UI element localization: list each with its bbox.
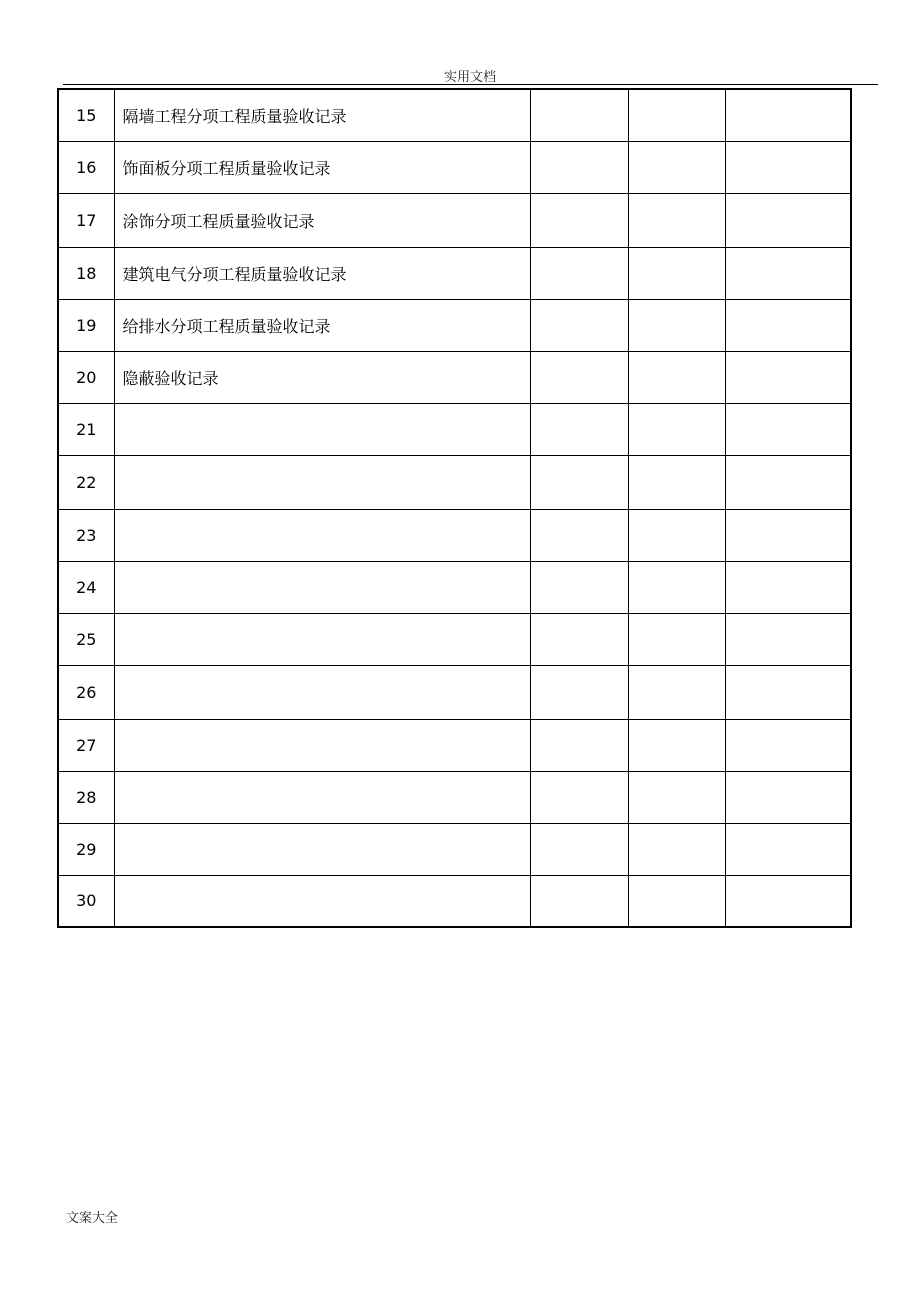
table-row <box>58 509 851 561</box>
blank-cell <box>530 613 628 665</box>
table-row <box>58 403 851 455</box>
record-name: 隐蔽验收记录 <box>114 351 530 403</box>
record-name: 涂饰分项工程质量验收记录 <box>114 193 530 247</box>
blank-cell <box>628 613 725 665</box>
blank-cell <box>530 455 628 509</box>
blank-cell <box>530 403 628 455</box>
blank-cell <box>530 351 628 403</box>
blank-cell <box>725 351 851 403</box>
blank-cell <box>628 665 725 719</box>
row-number: 20 <box>58 351 114 403</box>
blank-cell <box>530 509 628 561</box>
blank-cell <box>530 247 628 299</box>
table-row <box>58 613 851 665</box>
blank-cell <box>530 193 628 247</box>
table-row <box>58 719 851 771</box>
blank-cell <box>628 403 725 455</box>
record-name <box>114 719 530 771</box>
blank-cell <box>725 193 851 247</box>
row-number: 23 <box>58 509 114 561</box>
row-number: 29 <box>58 823 114 875</box>
row-number: 21 <box>58 403 114 455</box>
blank-cell <box>725 455 851 509</box>
table-row <box>58 823 851 875</box>
blank-cell <box>628 719 725 771</box>
records-table <box>57 88 852 928</box>
row-number: 28 <box>58 771 114 823</box>
row-number: 18 <box>58 247 114 299</box>
record-name: 给排水分项工程质量验收记录 <box>114 299 530 351</box>
record-name <box>114 875 530 927</box>
blank-cell <box>725 771 851 823</box>
page-header: 实用文档 <box>443 70 496 85</box>
blank-cell <box>725 613 851 665</box>
blank-cell <box>628 141 725 193</box>
record-name <box>114 561 530 613</box>
row-number: 22 <box>58 455 114 509</box>
row-number: 24 <box>58 561 114 613</box>
row-number: 27 <box>58 719 114 771</box>
blank-cell <box>530 665 628 719</box>
table-row <box>58 875 851 927</box>
blank-cell <box>530 719 628 771</box>
blank-cell <box>530 89 628 141</box>
table-row <box>58 141 851 193</box>
row-number: 16 <box>58 141 114 193</box>
row-number: 19 <box>58 299 114 351</box>
blank-cell <box>628 247 725 299</box>
table-row <box>58 193 851 247</box>
blank-cell <box>725 509 851 561</box>
blank-cell <box>628 193 725 247</box>
row-number: 15 <box>58 89 114 141</box>
blank-cell <box>725 299 851 351</box>
blank-cell <box>725 403 851 455</box>
blank-cell <box>628 823 725 875</box>
blank-cell <box>628 561 725 613</box>
record-name: 隔墙工程分项工程质量验收记录 <box>114 89 530 141</box>
blank-cell <box>628 299 725 351</box>
blank-cell <box>725 89 851 141</box>
blank-cell <box>725 665 851 719</box>
row-number: 26 <box>58 665 114 719</box>
table-row <box>58 665 851 719</box>
table-row <box>58 455 851 509</box>
blank-cell <box>725 719 851 771</box>
blank-cell <box>725 141 851 193</box>
record-name: 建筑电气分项工程质量验收记录 <box>114 247 530 299</box>
blank-cell <box>725 875 851 927</box>
table-row <box>58 351 851 403</box>
row-number: 30 <box>58 875 114 927</box>
blank-cell <box>725 561 851 613</box>
table-row <box>58 299 851 351</box>
blank-cell <box>628 89 725 141</box>
table-row <box>58 771 851 823</box>
record-name <box>114 771 530 823</box>
blank-cell <box>530 875 628 927</box>
blank-cell <box>628 875 725 927</box>
blank-cell <box>530 299 628 351</box>
blank-cell <box>628 771 725 823</box>
table-row <box>58 561 851 613</box>
blank-cell <box>530 771 628 823</box>
header-rule <box>63 84 878 85</box>
blank-cell <box>725 247 851 299</box>
row-number: 17 <box>58 193 114 247</box>
record-name <box>114 455 530 509</box>
record-name <box>114 823 530 875</box>
record-name <box>114 613 530 665</box>
record-name <box>114 665 530 719</box>
blank-cell <box>530 561 628 613</box>
blank-cell <box>530 141 628 193</box>
row-number: 25 <box>58 613 114 665</box>
record-name <box>114 509 530 561</box>
blank-cell <box>530 823 628 875</box>
record-name <box>114 403 530 455</box>
blank-cell <box>628 509 725 561</box>
blank-cell <box>628 455 725 509</box>
blank-cell <box>628 351 725 403</box>
table-row <box>58 89 851 141</box>
page-footer: 文案大全 <box>66 1211 119 1226</box>
table-row <box>58 247 851 299</box>
blank-cell <box>725 823 851 875</box>
record-name: 饰面板分项工程质量验收记录 <box>114 141 530 193</box>
